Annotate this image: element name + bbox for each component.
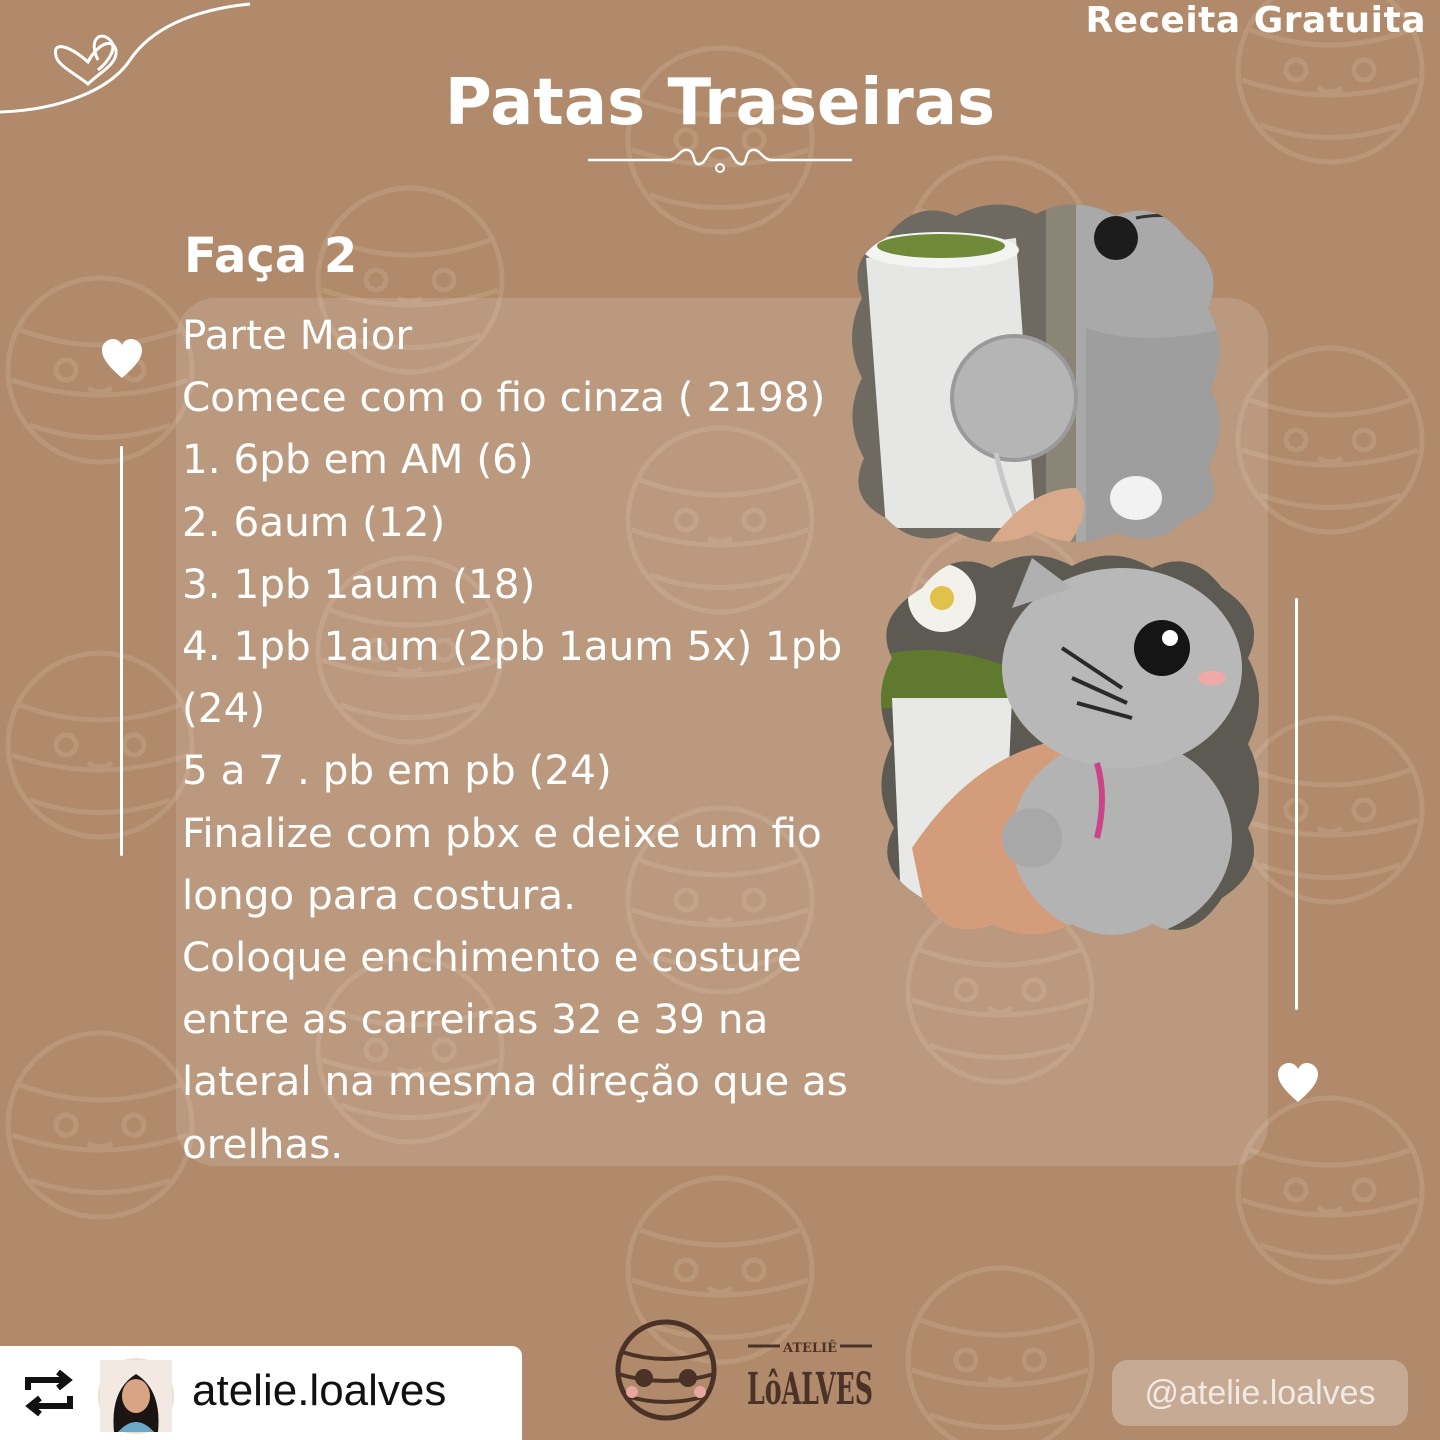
- repost-icon: [20, 1370, 78, 1416]
- brand-logo: [608, 1318, 882, 1422]
- avatar-image: [100, 1360, 172, 1432]
- heart-icon: [100, 338, 144, 382]
- recipe-line: 4. 1pb 1aum (2pb 1aum 5x) 1pb (24): [182, 622, 843, 733]
- crochet-leg-photo: [846, 198, 1226, 548]
- recipe-line: 5 a 7 . pb em pb (24): [182, 746, 612, 795]
- heart-icon: [1276, 1062, 1320, 1106]
- flourish-divider-icon: [588, 140, 852, 176]
- recipe-line: Finalize com pbx e deixe um fio longo para costura.: [182, 808, 822, 919]
- recipe-line: Comece com o fio cinza ( 2198): [182, 373, 826, 422]
- avatar[interactable]: [98, 1358, 174, 1434]
- brand-small-text: ATELIÊ: [782, 1341, 838, 1356]
- recipe-line: 2. 6aum (12): [182, 497, 446, 546]
- brand-name-text: LôALVES: [747, 1364, 873, 1415]
- recipe-line: Coloque enchimento e costure entre as carreiras 32 e 39 na lateral na mesma direção que as orelhas.: [182, 933, 848, 1168]
- recipe-line: Parte Maior: [182, 311, 413, 359]
- divider-line-left: [120, 446, 123, 856]
- section-heading: Faça 2: [184, 228, 358, 284]
- recipe-instructions: [182, 304, 872, 1175]
- repost-badge[interactable]: [0, 1346, 522, 1440]
- page-title: Patas Traseiras: [444, 66, 996, 140]
- repost-username[interactable]: atelie.loalves: [192, 1366, 447, 1415]
- crochet-cat-photo: [872, 548, 1268, 944]
- divider-line-right: [1295, 598, 1298, 1010]
- handle-watermark: @atelie.loalves: [1112, 1360, 1408, 1426]
- recipe-line: 1. 6pb em AM (6): [182, 435, 534, 484]
- free-recipe-tag: Receita Gratuita: [1085, 0, 1426, 41]
- recipe-line: 3. 1pb 1aum (18): [182, 559, 536, 608]
